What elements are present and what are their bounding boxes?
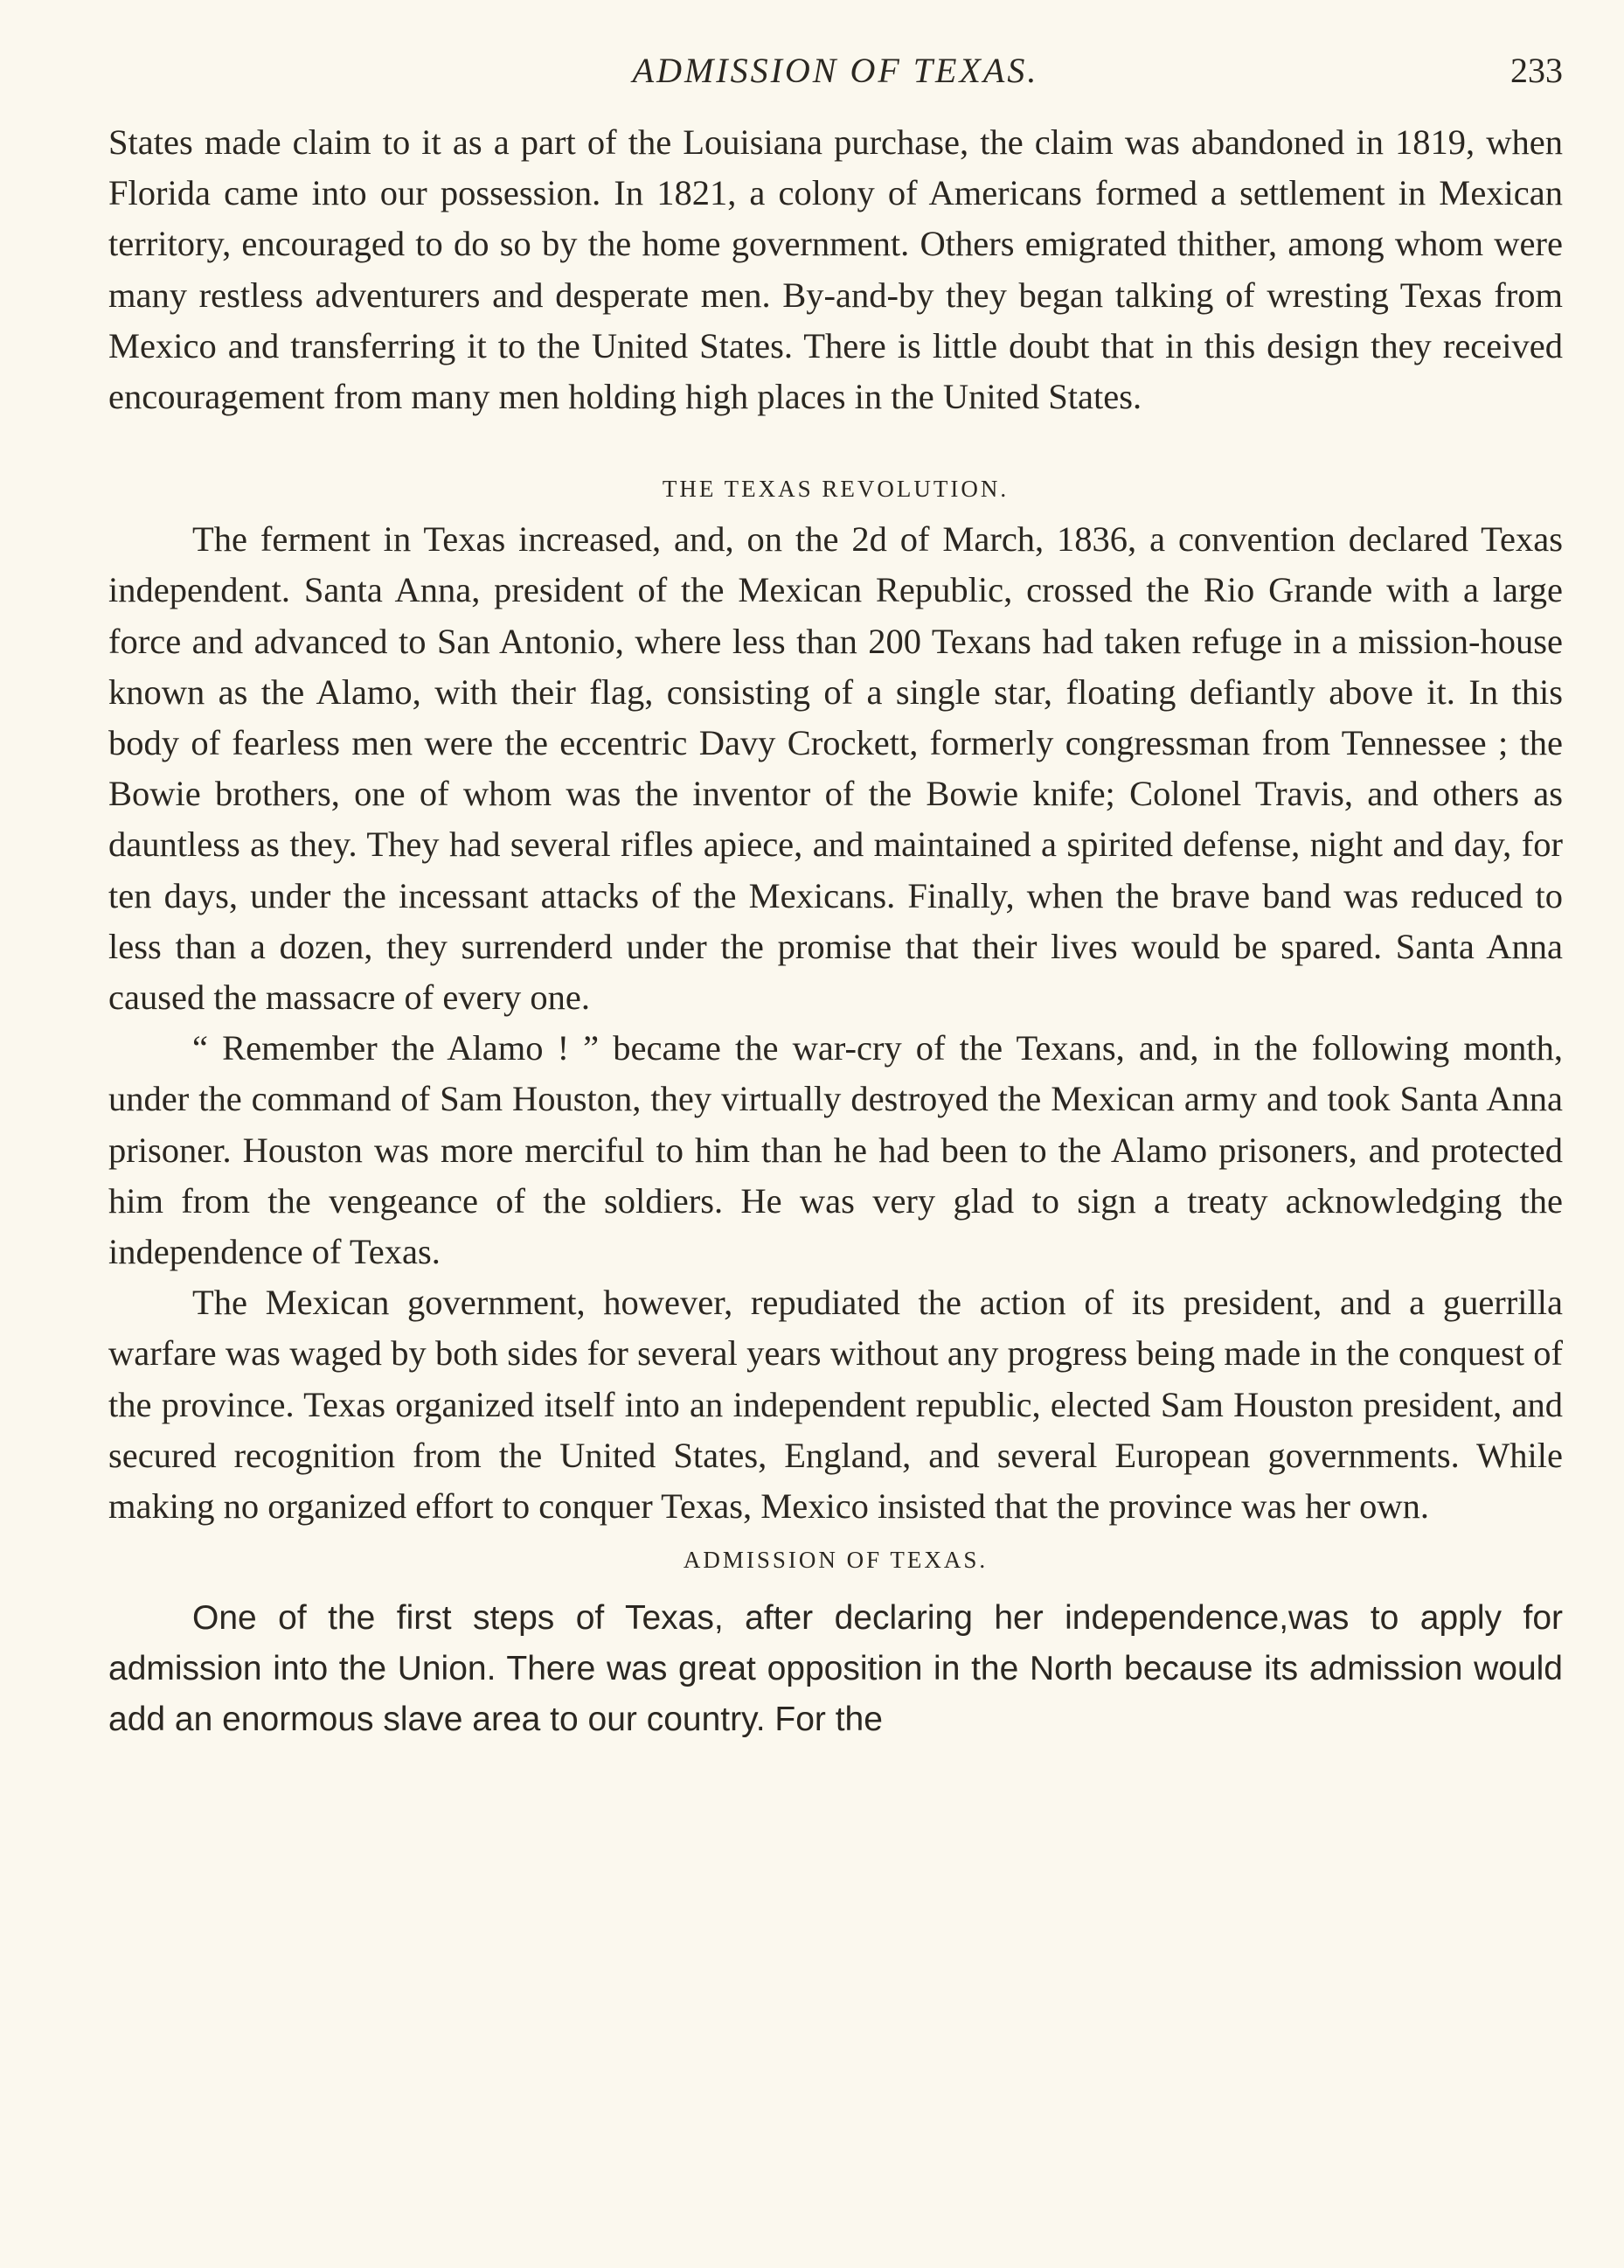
paragraph-intro: States made claim to it as a part of the Louisiana purchase, the claim was abandoned in 1819, when Florida came into our possession. In 1821, a colony of Americans formed a settlement in Mexican territory, encouraged to do so by the home government. Others emigrated thither, among whom were many restless adventurers and desperate men. By-and-by they began talking of wresting Texas from Mexico and transferring it to the United States. There is little doubt that in this design they received encouragement from many men holding high places in the United States. xyxy=(108,122,1563,417)
paragraph-revolution-2: “ Remember the Alamo ! ” became the war-cry of the Texans, and, in the following month, under the command of Sam Houston, they virtually destroyed the Mexican army and took Santa Anna prisoner. Houston was more merciful to him than he had been to the Alamo prisoners, and protected him from the vengeance of the soldiers. He was very glad to sign a treaty acknowledging the independence of Texas. xyxy=(108,1028,1563,1272)
paragraph-revolution-1: The ferment in Texas increased, and, on the 2d of March, 1836, a convention declared Texas independent. Santa Anna, president of the Mexican Republic, crossed the Rio Grande with a large force and advanced to San Antonio, where less than 200 Texans had taken refuge in a mission-house known as the Alamo, with their flag, consisting of a single star, floating defiantly above it. In this body of fearless men were the eccentric Davy Crockett, formerly congressman from Tennessee ; the Bowie brothers, one of whom was the inventor of the Bowie knife; Colonel Travis, and others as dauntless as they. They had several rifles apiece, and maintained a spirited defense, night and day, for ten days, under the incessant attacks of the Mexicans. Finally, when the brave band was reduced to less than a dozen, they surrenderd under the promise that their lives would be spared. Santa Anna caused the massacre of every one. xyxy=(108,519,1563,1018)
body-text xyxy=(108,117,1563,1745)
paragraph-revolution-3: The Mexican government, however, repudiated the action of its president, and a guerrilla warfare was waged by both sides for several years without any progress being made in the conquest of the province. Texas organized itself into an independent republic, elected Sam Houston president, and secured recognition from the United States, England, and several European governments. While making no organized effort to conquer Texas, Mexico insisted that the province was her own. xyxy=(108,1283,1563,1527)
section-heading-texas-revolution: THE TEXAS REVOLUTION. xyxy=(662,476,1010,503)
section-heading-admission: ADMISSION OF TEXAS. xyxy=(683,1547,989,1574)
paragraph-admission: One of the first steps of Texas, after declaring her independence,was to apply for admission into the Union. There was great opposition in the North because its admission would add an enormous slave area to our country. For the xyxy=(108,1599,1563,1739)
running-head xyxy=(108,40,1563,101)
page-number: 233 xyxy=(1510,51,1563,90)
running-title: ADMISSION OF TEXAS. xyxy=(632,51,1039,90)
